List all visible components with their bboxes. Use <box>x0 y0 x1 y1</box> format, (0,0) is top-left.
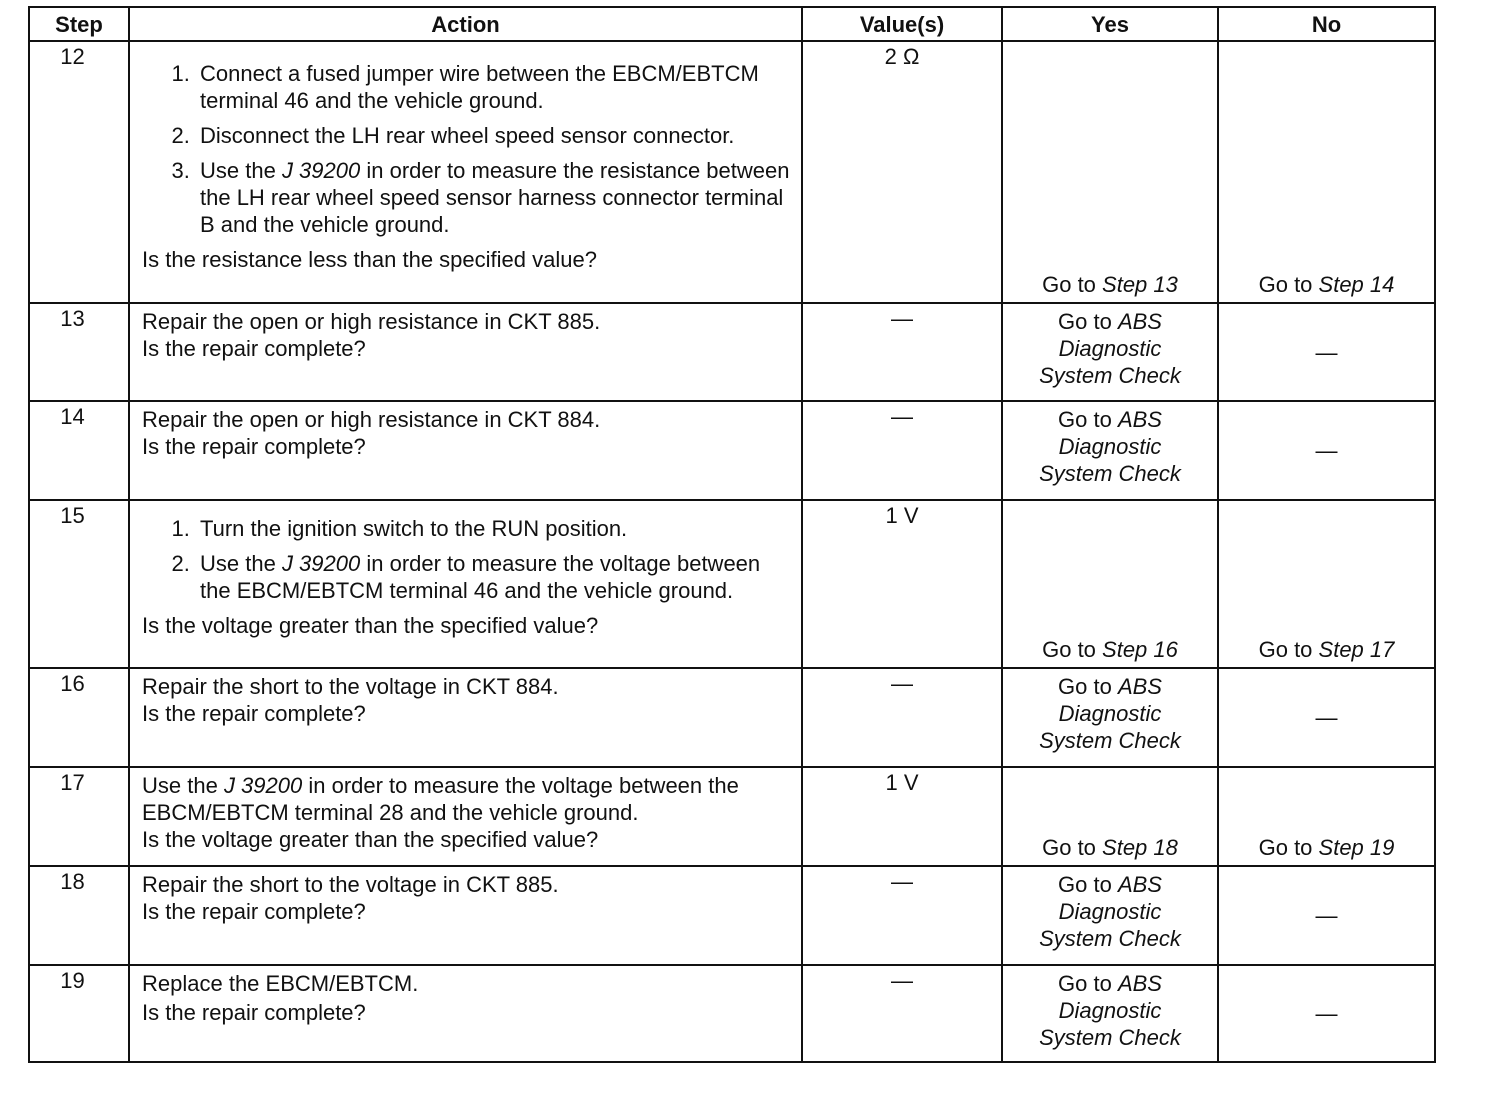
text-fragment: in order to measure the voltage between the EBCM/EBTCM terminal 28 and the vehicle ground. <box>142 773 739 825</box>
yes-line <box>1007 406 1213 433</box>
yes-line <box>1007 673 1213 700</box>
yes-cell <box>1002 500 1218 668</box>
text-fragment: Use the <box>142 773 224 798</box>
yes-line: Diagnostic <box>1058 336 1162 361</box>
text-fragment: Go to <box>1058 674 1118 699</box>
yes-cell <box>1002 303 1218 401</box>
table-row-step-13 <box>29 303 1435 401</box>
tool-reference: J 39200 <box>281 551 361 576</box>
action-cell <box>129 303 802 401</box>
yes-line: Diagnostic <box>1058 701 1162 726</box>
header-action: Action <box>129 7 802 41</box>
step-number: 16 <box>29 668 129 767</box>
step-number: 17 <box>29 767 129 866</box>
action-steps-list <box>142 60 793 238</box>
step-reference-link[interactable]: Step 19 <box>1318 835 1395 860</box>
text-fragment: Use the <box>200 158 282 183</box>
header-yes: Yes <box>1002 7 1218 41</box>
value-cell: — <box>802 401 1002 500</box>
action-step-item: 1. Turn the ignition switch to the RUN position. <box>196 515 793 542</box>
step-number: 18 <box>29 866 129 965</box>
action-text: Repair the short to the voltage in CKT 885. <box>142 872 559 897</box>
action-question: Is the repair complete? <box>142 336 366 361</box>
step-reference-link[interactable]: Step 16 <box>1102 637 1178 662</box>
action-question: Is the repair complete? <box>142 434 366 459</box>
no-cell: — <box>1218 866 1435 965</box>
tool-reference: J 39200 <box>223 773 303 798</box>
yes-line: Diagnostic <box>1058 998 1162 1023</box>
text-fragment: Go to <box>1058 407 1118 432</box>
text-fragment: in order to measure the voltage between the EBCM/EBTCM terminal 46 and the vehicle ground. <box>200 551 761 603</box>
action-step-item: 1. Connect a fused jumper wire between the EBCM/EBTCM terminal 46 and the vehicle ground. <box>196 60 793 114</box>
action-question: Is the repair complete? <box>142 701 366 726</box>
abs-reference-link[interactable]: ABS <box>1117 674 1162 699</box>
value-cell: 2 Ω <box>802 41 1002 303</box>
abs-reference-link[interactable]: ABS <box>1117 309 1162 334</box>
step-reference-link[interactable]: Step 13 <box>1102 272 1178 297</box>
no-cell <box>1218 767 1435 866</box>
text-fragment: Go to <box>1058 971 1118 996</box>
yes-cell <box>1002 866 1218 965</box>
value-cell: — <box>802 303 1002 401</box>
yes-cell <box>1002 41 1218 303</box>
action-cell <box>129 41 802 303</box>
step-reference-link[interactable]: Step 17 <box>1318 637 1395 662</box>
yes-line: System Check <box>1039 926 1181 951</box>
table-row-step-16 <box>29 668 1435 767</box>
step-number: 13 <box>29 303 129 401</box>
action-question: Is the resistance less than the specified value? <box>142 247 597 272</box>
text-fragment: Go to <box>1258 835 1319 860</box>
step-reference-link[interactable]: Step 14 <box>1318 272 1395 297</box>
no-cell: — <box>1218 303 1435 401</box>
no-cell: — <box>1218 401 1435 500</box>
yes-line <box>1007 871 1213 898</box>
text-fragment: Go to <box>1042 272 1103 297</box>
yes-line <box>1007 970 1213 997</box>
action-question: Is the repair complete? <box>142 899 366 924</box>
action-cell <box>129 401 802 500</box>
action-cell <box>129 767 802 866</box>
step-number: 12 <box>29 41 129 303</box>
action-text: Repair the open or high resistance in CKT 885. <box>142 309 601 334</box>
yes-line: System Check <box>1039 363 1181 388</box>
header-step: Step <box>29 7 129 41</box>
step-number: 19 <box>29 965 129 1062</box>
header-no: No <box>1218 7 1435 41</box>
action-question: Is the voltage greater than the specified value? <box>142 827 599 852</box>
value-cell: 1 V <box>802 767 1002 866</box>
table-row-step-18 <box>29 866 1435 965</box>
table-row-step-19 <box>29 965 1435 1062</box>
yes-line: System Check <box>1039 461 1181 486</box>
text-fragment: Go to <box>1058 872 1118 897</box>
abs-reference-link[interactable]: ABS <box>1117 872 1162 897</box>
text-fragment: Go to <box>1042 637 1103 662</box>
text-fragment: Go to <box>1258 637 1319 662</box>
yes-cell <box>1002 401 1218 500</box>
value-cell: — <box>802 965 1002 1062</box>
value-cell: — <box>802 866 1002 965</box>
yes-line: Diagnostic <box>1058 899 1162 924</box>
table-row-step-14 <box>29 401 1435 500</box>
action-text: Replace the EBCM/EBTCM. <box>142 971 419 996</box>
text-fragment: in order to measure the resistance between the LH rear wheel speed sensor harness connector terminal B and the vehicle ground. <box>200 158 790 237</box>
action-cell <box>129 866 802 965</box>
yes-line: System Check <box>1039 1025 1181 1050</box>
no-cell <box>1218 500 1435 668</box>
action-step-item: 2. Disconnect the LH rear wheel speed sensor connector. <box>196 122 793 149</box>
action-question: Is the voltage greater than the specified value? <box>142 613 599 638</box>
action-text: Repair the short to the voltage in CKT 884. <box>142 674 559 699</box>
yes-line: System Check <box>1039 728 1181 753</box>
table-row-step-15 <box>29 500 1435 668</box>
no-cell <box>1218 41 1435 303</box>
table-row-step-12 <box>29 41 1435 303</box>
yes-cell <box>1002 965 1218 1062</box>
step-number: 14 <box>29 401 129 500</box>
action-step-item <box>196 550 793 604</box>
action-question: Is the repair complete? <box>142 1000 366 1025</box>
step-reference-link[interactable]: Step 18 <box>1102 835 1178 860</box>
action-cell <box>129 668 802 767</box>
no-cell: — <box>1218 668 1435 767</box>
yes-cell <box>1002 767 1218 866</box>
table-row-step-17 <box>29 767 1435 866</box>
header-row <box>29 7 1435 41</box>
action-cell <box>129 965 802 1062</box>
no-cell: — <box>1218 965 1435 1062</box>
action-text <box>142 772 793 826</box>
yes-line <box>1007 308 1213 335</box>
action-text: Repair the open or high resistance in CKT 884. <box>142 407 601 432</box>
action-cell <box>129 500 802 668</box>
abs-reference-link[interactable]: ABS <box>1117 971 1162 996</box>
text-fragment: Go to <box>1258 272 1319 297</box>
yes-cell <box>1002 668 1218 767</box>
text-fragment: Go to <box>1042 835 1103 860</box>
text-fragment: Go to <box>1058 309 1118 334</box>
action-step-item <box>196 157 793 238</box>
diagnostic-table <box>28 6 1436 1063</box>
step-number: 15 <box>29 500 129 668</box>
text-fragment: Use the <box>200 551 282 576</box>
tool-reference: J 39200 <box>281 158 361 183</box>
yes-line: Diagnostic <box>1058 434 1162 459</box>
value-cell: — <box>802 668 1002 767</box>
value-cell: 1 V <box>802 500 1002 668</box>
action-steps-list <box>142 515 793 604</box>
abs-reference-link[interactable]: ABS <box>1117 407 1162 432</box>
header-values: Value(s) <box>802 7 1002 41</box>
